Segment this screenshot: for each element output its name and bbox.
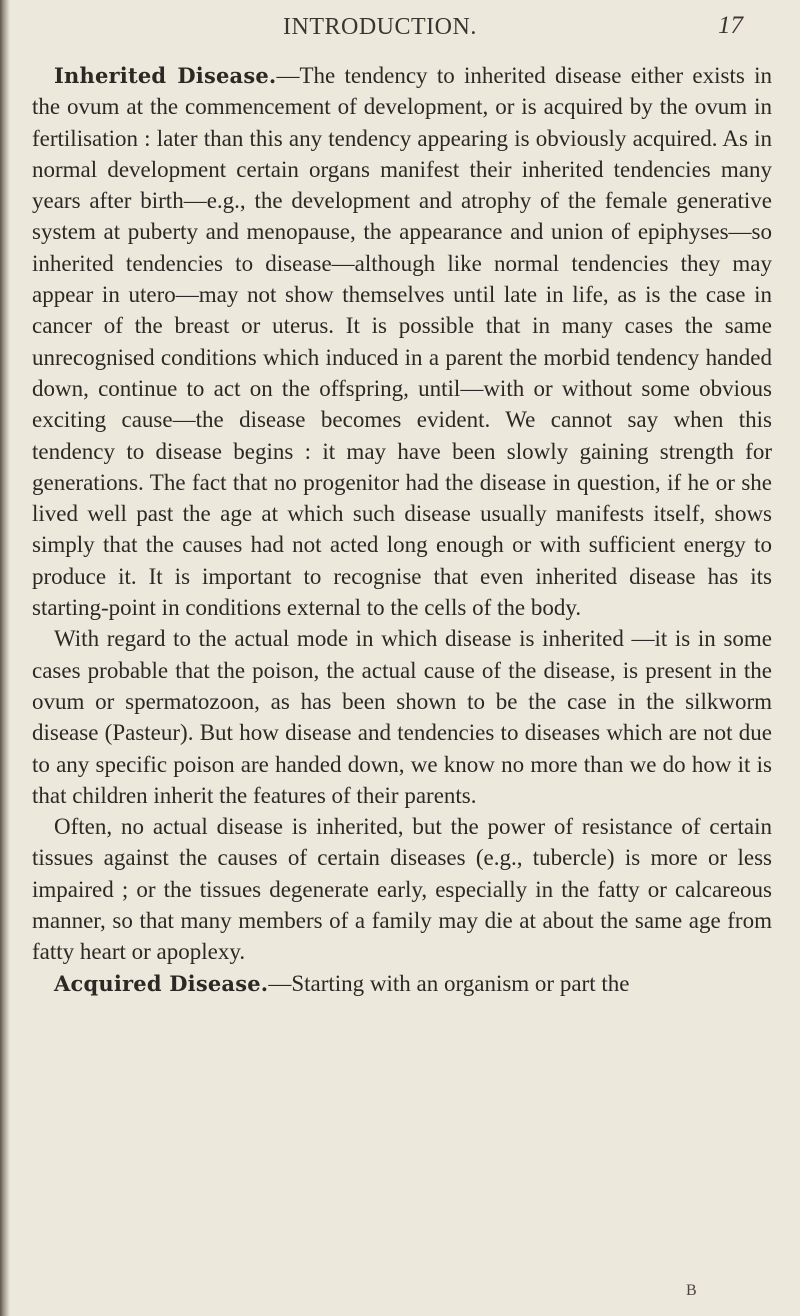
- paragraph-mode-of-inheritance: [32, 623, 772, 811]
- body-text: [32, 60, 772, 999]
- page-number: 17: [718, 12, 743, 39]
- paragraph-text: —Starting with an organism or part the: [268, 970, 630, 996]
- paragraph-inherited-disease: [32, 60, 772, 623]
- signature-mark: B: [686, 1282, 697, 1299]
- paragraph-acquired-disease: [32, 968, 772, 999]
- binding-gutter: [0, 0, 10, 1316]
- paragraph-text: —The tendency to inherited disease either exists in the ovum at the commencement of development, or is acquired by the ovum in fertilisation : later than this any tendency appearing is obviously acquired. As in normal development certain organs manifest their inherited tendencies many years after birth—e.g., the development and atrophy of the female generative system at puberty and menopause, the appearance and union of epiphyses—so inherited tendencies to disease—although like normal tendencies they may appear in utero—may not show themselves until late in life, as is the case in cancer of the breast or uterus. It is possible that in many cases the same unrecognised conditions which induced in a parent the morbid tendency handed down, continue to act on the offspring, until—with or without some obvious exciting cause—the disease becomes evident. We cannot say when this tendency to disease begins : it may have been slowly gaining strength for generations. The fact that no progenitor had the disease in question, if he or she lived well past the age at which such disease usually manifests itself, shows simply that the causes had not acted long enough or with sufficient energy to produce it. It is important to recognise that even inherited disease has its starting-point in conditions external to the cells of the body.: [32, 63, 772, 621]
- sidehead-acquired-disease: Acquired Disease.: [54, 970, 269, 996]
- paragraph-resistance: [32, 811, 772, 967]
- sidehead-inherited-disease: Inherited Disease.: [54, 63, 277, 88]
- running-title: INTRODUCTION.: [283, 14, 477, 40]
- paragraph-text: With regard to the actual mode in which disease is inherited —it is in some cases probable that the poison, the actual cause of the disease, is present in the ovum or spermatozoon, as has been shown to be the case in the silkworm disease (Pasteur). But how disease and tendencies to diseases which are not due to any specific poison are handed down, we know no more than we do how it is that children inherit the features of their parents.: [32, 626, 772, 808]
- paragraph-text: Often, no actual disease is inherited, but the power of resistance of certain tissues against the causes of certain diseases (e.g., tubercle) is more or less impaired ; or the tissues degenerate early, especially in the fatty or calcareous manner, so that many members of a family may die at about the same age from fatty heart or apoplexy.: [32, 814, 772, 965]
- running-head: [0, 8, 800, 48]
